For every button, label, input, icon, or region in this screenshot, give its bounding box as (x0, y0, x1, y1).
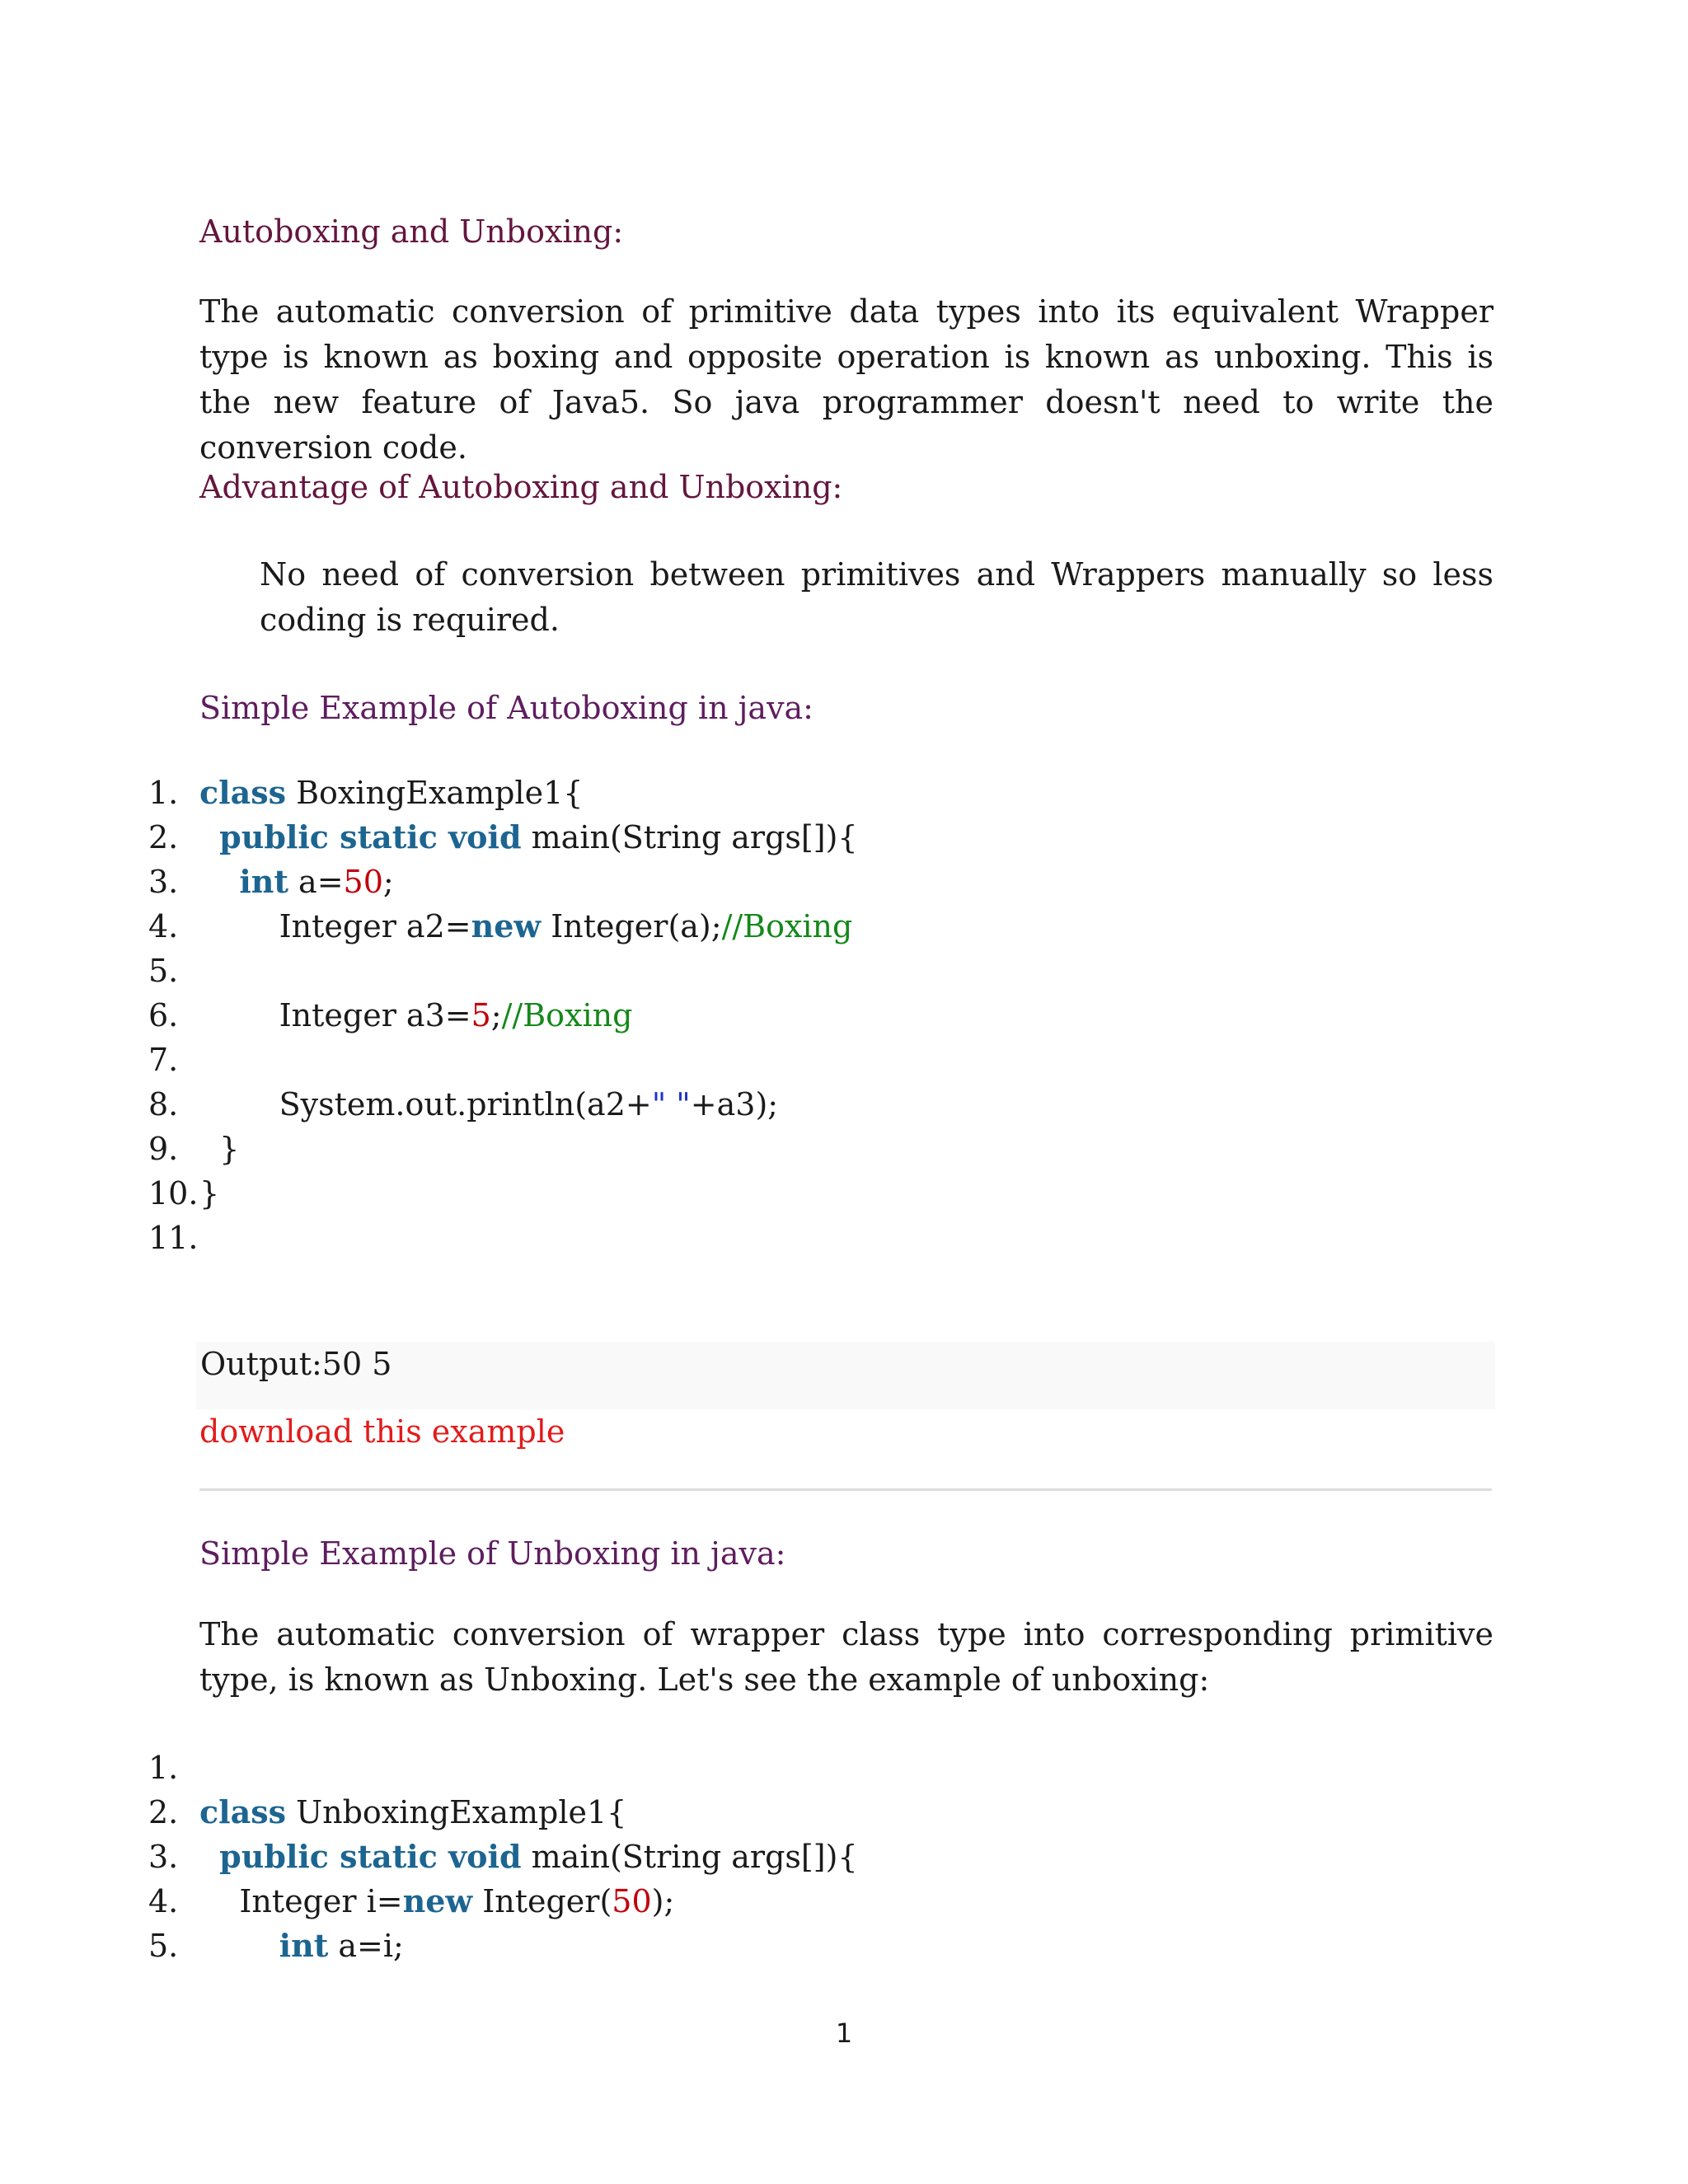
code-line (148, 1082, 1550, 1127)
code-line (148, 904, 1550, 949)
code-token: ; (382, 864, 394, 900)
page-number: 1 (835, 2018, 853, 2049)
heading-autoboxing-example: Simple Example of Autoboxing in java: (199, 690, 814, 726)
code-token: BoxingExample1{ (285, 775, 584, 811)
code-line (148, 1924, 1550, 1968)
code-text (199, 1924, 404, 1968)
code-token-kw: class (199, 774, 286, 811)
download-example-link[interactable]: download this example (199, 1413, 565, 1450)
line-number: 9. (148, 1131, 179, 1167)
heading-autoboxing-unboxing: Autoboxing and Unboxing: (199, 213, 624, 250)
code-token-str: " " (651, 1086, 691, 1122)
code-token-kw: public static void (219, 1838, 522, 1875)
code-token-num: 50 (343, 864, 383, 900)
paragraph-advantage: No need of conversion between primitives and Wrappers manually so less coding is required. (260, 556, 1493, 638)
line-number: 11. (148, 1220, 199, 1256)
code-token-cmt: //Boxing (501, 997, 633, 1033)
heading-advantage: Advantage of Autoboxing and Unboxing: (199, 469, 843, 505)
code-token: System.out.println(a2+ (199, 1086, 652, 1122)
paragraph-boxing-definition: The automatic conversion of primitive data types into its equivalent Wrapper type is known as boxing and opposite operation is known as unboxing. This is the new feature of Java5. So java programmer doesn't need to write the conversion code. (199, 293, 1493, 466)
code-text (199, 815, 858, 860)
code-text (199, 1790, 626, 1835)
code-token: a= (288, 864, 344, 900)
code-token (199, 1839, 219, 1875)
code-token: Integer i= (199, 1883, 403, 1919)
code-token: ); (651, 1883, 675, 1919)
code-token: ; (490, 997, 502, 1033)
line-number: 2. (148, 819, 179, 855)
code-token: main(String args[]){ (521, 1839, 858, 1875)
output-box (196, 1342, 1495, 1409)
code-text (199, 993, 632, 1038)
line-number: 6. (148, 997, 179, 1033)
code-token: Integer a2= (199, 908, 471, 944)
code-token (199, 819, 219, 855)
code-token-num: 50 (612, 1883, 652, 1919)
code-line (148, 1171, 1550, 1216)
code-token-kw: public static void (219, 818, 522, 855)
line-number: 2. (148, 1794, 179, 1830)
code-token-kw: class (199, 1793, 286, 1830)
code-text (199, 904, 852, 949)
code-line (148, 1790, 1550, 1835)
code-text (199, 1835, 858, 1879)
code-token: UnboxingExample1{ (285, 1794, 627, 1830)
code-text (199, 771, 583, 815)
code-text (199, 860, 394, 904)
code-text (199, 1082, 778, 1127)
code-line (148, 1038, 1550, 1082)
heading-unboxing-example: Simple Example of Unboxing in java: (199, 1535, 786, 1572)
code-token-cmt: //Boxing (721, 908, 853, 944)
code-line (148, 1746, 1550, 1790)
paragraph-unboxing-definition: The automatic conversion of wrapper class type into corresponding primitive type, is known as Unboxing. Let's see the example of unboxing: (199, 1616, 1493, 1698)
code-line (148, 771, 1550, 815)
code-line (148, 1127, 1550, 1171)
code-token-num: 5 (471, 997, 491, 1033)
line-number: 5. (148, 1928, 179, 1964)
code-line (148, 815, 1550, 860)
code-token: a=i; (328, 1928, 404, 1964)
line-number: 1. (148, 1750, 179, 1786)
code-line (148, 949, 1550, 993)
line-number: 3. (148, 1839, 179, 1875)
code-token-kw: new (402, 1882, 473, 1919)
code-line (148, 1879, 1550, 1924)
code-token (199, 864, 239, 900)
code-token-kw: int (279, 1927, 329, 1964)
code-token: Integer( (472, 1883, 612, 1919)
line-number: 3. (148, 864, 179, 900)
code-token: Integer(a); (541, 908, 722, 944)
code-block-boxing-example (148, 771, 1550, 1260)
code-token (199, 1928, 279, 1964)
code-token: } (199, 1131, 240, 1167)
code-line (148, 1835, 1550, 1879)
code-token: main(String args[]){ (521, 819, 858, 855)
code-text (199, 1171, 219, 1216)
code-token-kw: int (239, 863, 288, 900)
output-text: Output:50 5 (200, 1346, 392, 1382)
code-line (148, 860, 1550, 904)
line-number: 4. (148, 1883, 179, 1919)
code-line (148, 1216, 1550, 1260)
section-divider (199, 1488, 1492, 1491)
line-number: 4. (148, 908, 179, 944)
line-number: 8. (148, 1086, 179, 1122)
line-number: 5. (148, 953, 179, 989)
line-number: 10. (148, 1175, 199, 1212)
code-line (148, 993, 1550, 1038)
code-token-kw: new (471, 907, 542, 944)
code-block-unboxing-example (148, 1746, 1550, 1968)
code-text (199, 1879, 674, 1924)
code-token: Integer a3= (199, 997, 471, 1033)
code-text (199, 1127, 239, 1171)
line-number: 7. (148, 1042, 179, 1078)
line-number: 1. (148, 775, 179, 811)
code-token: +a3); (690, 1086, 779, 1122)
code-token: } (199, 1175, 220, 1212)
